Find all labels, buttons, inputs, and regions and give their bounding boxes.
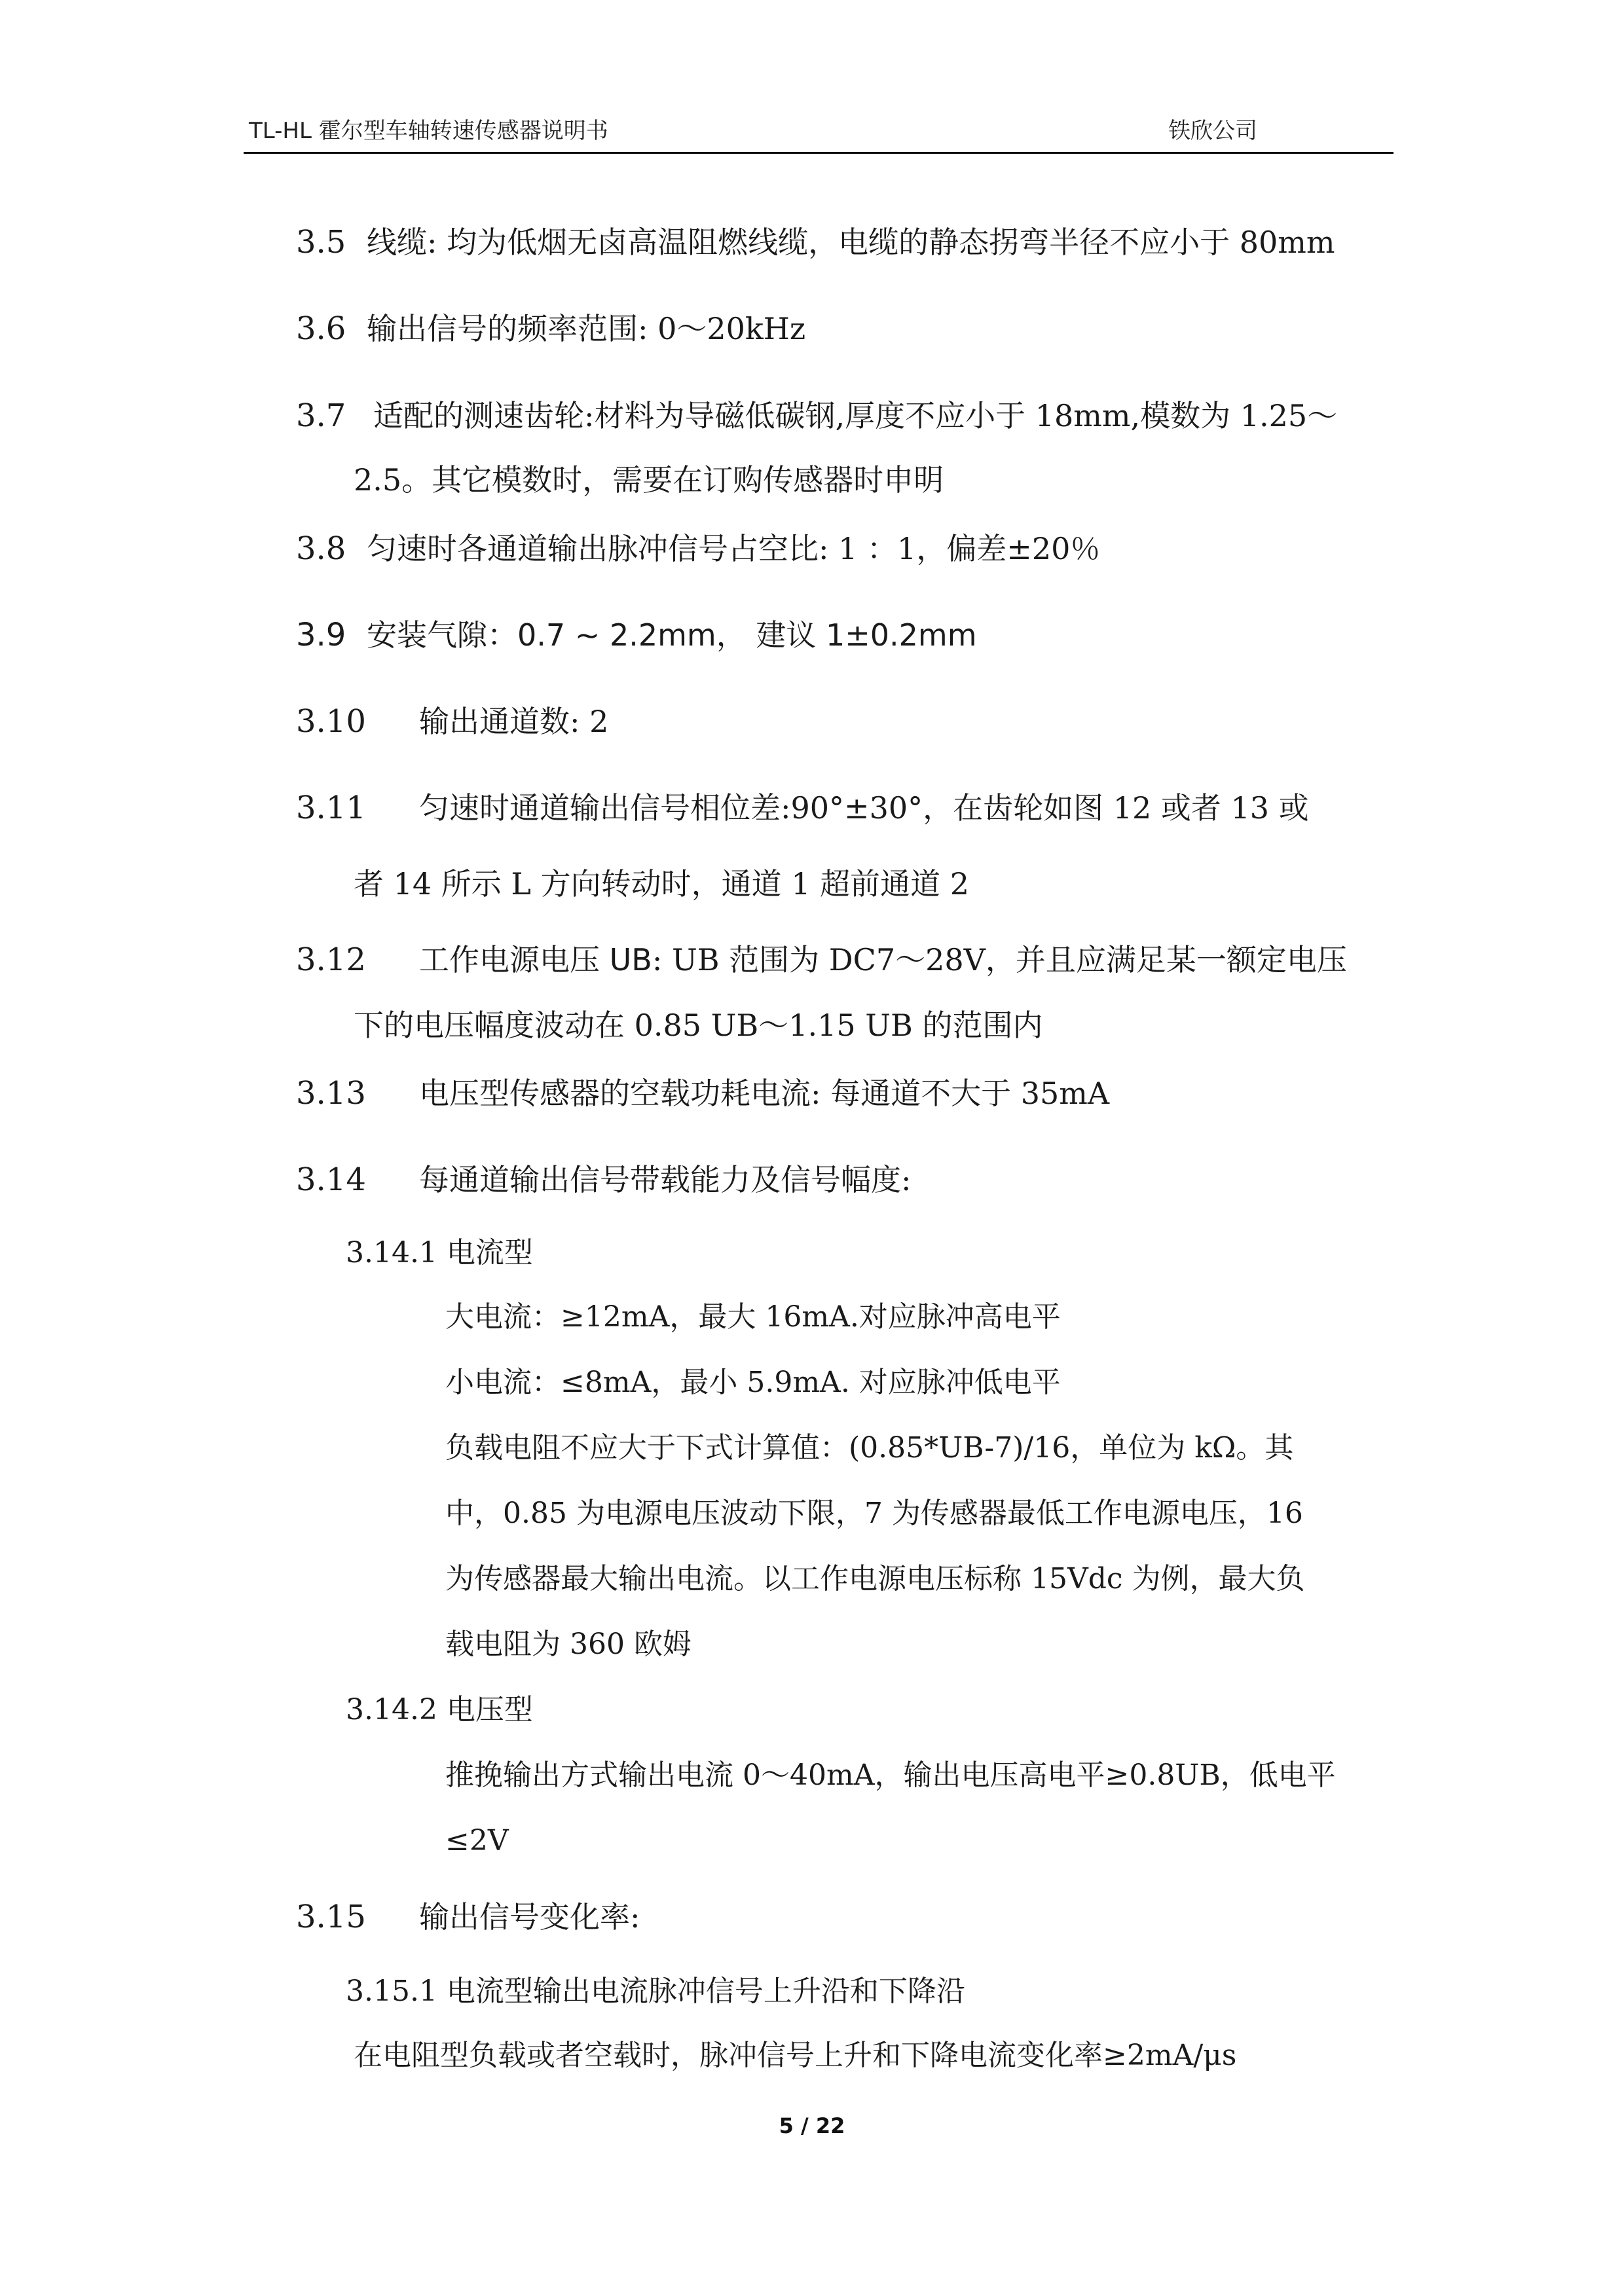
item-separator: : — [570, 704, 590, 739]
item-separator: : — [811, 1076, 831, 1111]
item-separator: : — [584, 398, 595, 433]
item-heading: 线缆 — [367, 225, 427, 260]
item-heading-2: 每通道 — [830, 1076, 921, 1111]
page-header — [244, 105, 1393, 154]
subsection-3-15-1-body: 在电阻型负载或者空载时，脉冲信号上升和下降电流变化率≥2mA/μs — [354, 2039, 1237, 2072]
item-number: 3.5 — [296, 224, 346, 261]
subsection-text-line: 载电阻为 360 欧姆 — [445, 1628, 692, 1661]
company-name: 铁欣公司 — [1168, 118, 1257, 144]
item-heading: 输出通道数 — [419, 704, 570, 739]
item-number: 3.15 — [296, 1899, 366, 1935]
page-number: 5 / 22 — [779, 2113, 845, 2138]
item-3-7 — [296, 396, 1337, 435]
item-separator: : — [819, 531, 829, 566]
subsection-3-14-2-title: 3.14.2 电压型 — [346, 1693, 533, 1726]
item-separator: : — [652, 942, 672, 977]
item-number: 3.10 — [296, 703, 366, 740]
subsection-text-line: ≤2V — [445, 1824, 509, 1857]
item-body: UB 范围为 DC7～28V，并且应满足某一额定电压 — [671, 942, 1347, 977]
item-3-5 — [296, 223, 1335, 262]
item-3-9 — [296, 615, 977, 655]
item-number: 3.12 — [296, 941, 366, 978]
item-heading: 适配的测速齿轮 — [373, 398, 584, 433]
item-3-11 — [296, 788, 1309, 828]
item-heading: 每通道输出信号带载能力及信号幅度 — [419, 1162, 901, 1197]
item-heading: 输出信号的频率范围 — [367, 311, 638, 346]
subsection-text-line: 大电流：≥12mA，最大 16mA.对应脉冲高电平 — [445, 1300, 1061, 1334]
item-3-8 — [296, 529, 1100, 568]
item-number: 3.11 — [296, 790, 366, 826]
item-heading: 输出信号变化率 — [419, 1899, 630, 1935]
item-body: 均为低烟无卤高温阻燃线缆，电缆的静态拐弯半径不应小于 80mm — [447, 225, 1335, 260]
item-heading: 安装气隙 — [367, 617, 487, 653]
item-3-11-continuation: 者 14 所示 L 方向转动时，通道 1 超前通道 2 — [354, 866, 969, 902]
subsection-text-line: 负载电阻不应大于下式计算值：(0.85*UB-7)/16，单位为 kΩ。其 — [445, 1431, 1294, 1465]
subsection-3-14-1-title: 3.14.1 电流型 — [346, 1236, 533, 1269]
item-body: 2 — [589, 704, 609, 739]
item-body: 不大于 35mA — [921, 1076, 1110, 1111]
item-number: 3.13 — [296, 1075, 366, 1112]
item-separator: : — [638, 311, 658, 346]
item-3-12-continuation: 下的电压幅度波动在 0.85 UB～1.15 UB 的范围内 — [354, 1008, 1043, 1043]
subsection-text-line: 中，0.85 为电源电压波动下限，7 为传感器最低工作电源电压，16 — [445, 1497, 1303, 1530]
item-separator: : — [427, 225, 447, 260]
subsection-text-line: 推挽输出方式输出电流 0～40mA，输出电压高电平≥0.8UB，低电平 — [445, 1758, 1336, 1792]
item-heading: 电压型传感器的空载功耗电流 — [419, 1076, 811, 1111]
item-body: 1 ：1，偏差±20％ — [828, 531, 1101, 566]
item-separator: : — [630, 1899, 640, 1935]
item-number: 3.6 — [296, 310, 346, 347]
subsection-3-15-1-title: 3.15.1 电流型输出电流脉冲信号上升沿和下降沿 — [346, 1975, 965, 2008]
subsection-text-line: 小电流：≤8mA，最小 5.9mA. 对应脉冲低电平 — [445, 1366, 1061, 1399]
item-number: 3.7 — [296, 397, 346, 434]
item-separator: ： — [487, 617, 517, 653]
item-3-6 — [296, 309, 805, 348]
item-body: 90°±30°，在齿轮如图 12 或者 13 或 — [790, 790, 1309, 826]
item-body: 0～20kHz — [657, 311, 806, 346]
item-3-14 — [296, 1160, 912, 1199]
item-heading: 匀速时通道输出信号相位差 — [419, 790, 781, 826]
item-heading: 工作电源电压 UB — [419, 942, 652, 977]
item-body: 材料为导磁低碳钢,厚度不应小于 18mm,模数为 1.25～ — [594, 398, 1338, 433]
item-3-13 — [296, 1074, 1109, 1113]
item-3-7-continuation: 2.5。其它模数时，需要在订购传感器时申明 — [354, 462, 944, 498]
item-3-15 — [296, 1897, 640, 1937]
item-3-12 — [296, 940, 1347, 979]
item-heading: 匀速时各通道输出脉冲信号占空比 — [367, 531, 819, 566]
item-number: 3.8 — [296, 530, 346, 567]
item-number: 3.9 — [296, 617, 346, 653]
document-title: TL-HL 霍尔型车轴转速传感器说明书 — [249, 118, 608, 144]
item-separator: : — [901, 1162, 912, 1197]
subsection-text-line: 为传感器最大输出电流。以工作电源电压标称 15Vdc 为例，最大负 — [445, 1562, 1305, 1595]
item-body: 0.7 ~ 2.2mm， 建议 1±0.2mm — [517, 617, 977, 653]
item-3-10 — [296, 702, 608, 741]
item-separator: : — [781, 790, 791, 826]
item-number: 3.14 — [296, 1161, 366, 1198]
